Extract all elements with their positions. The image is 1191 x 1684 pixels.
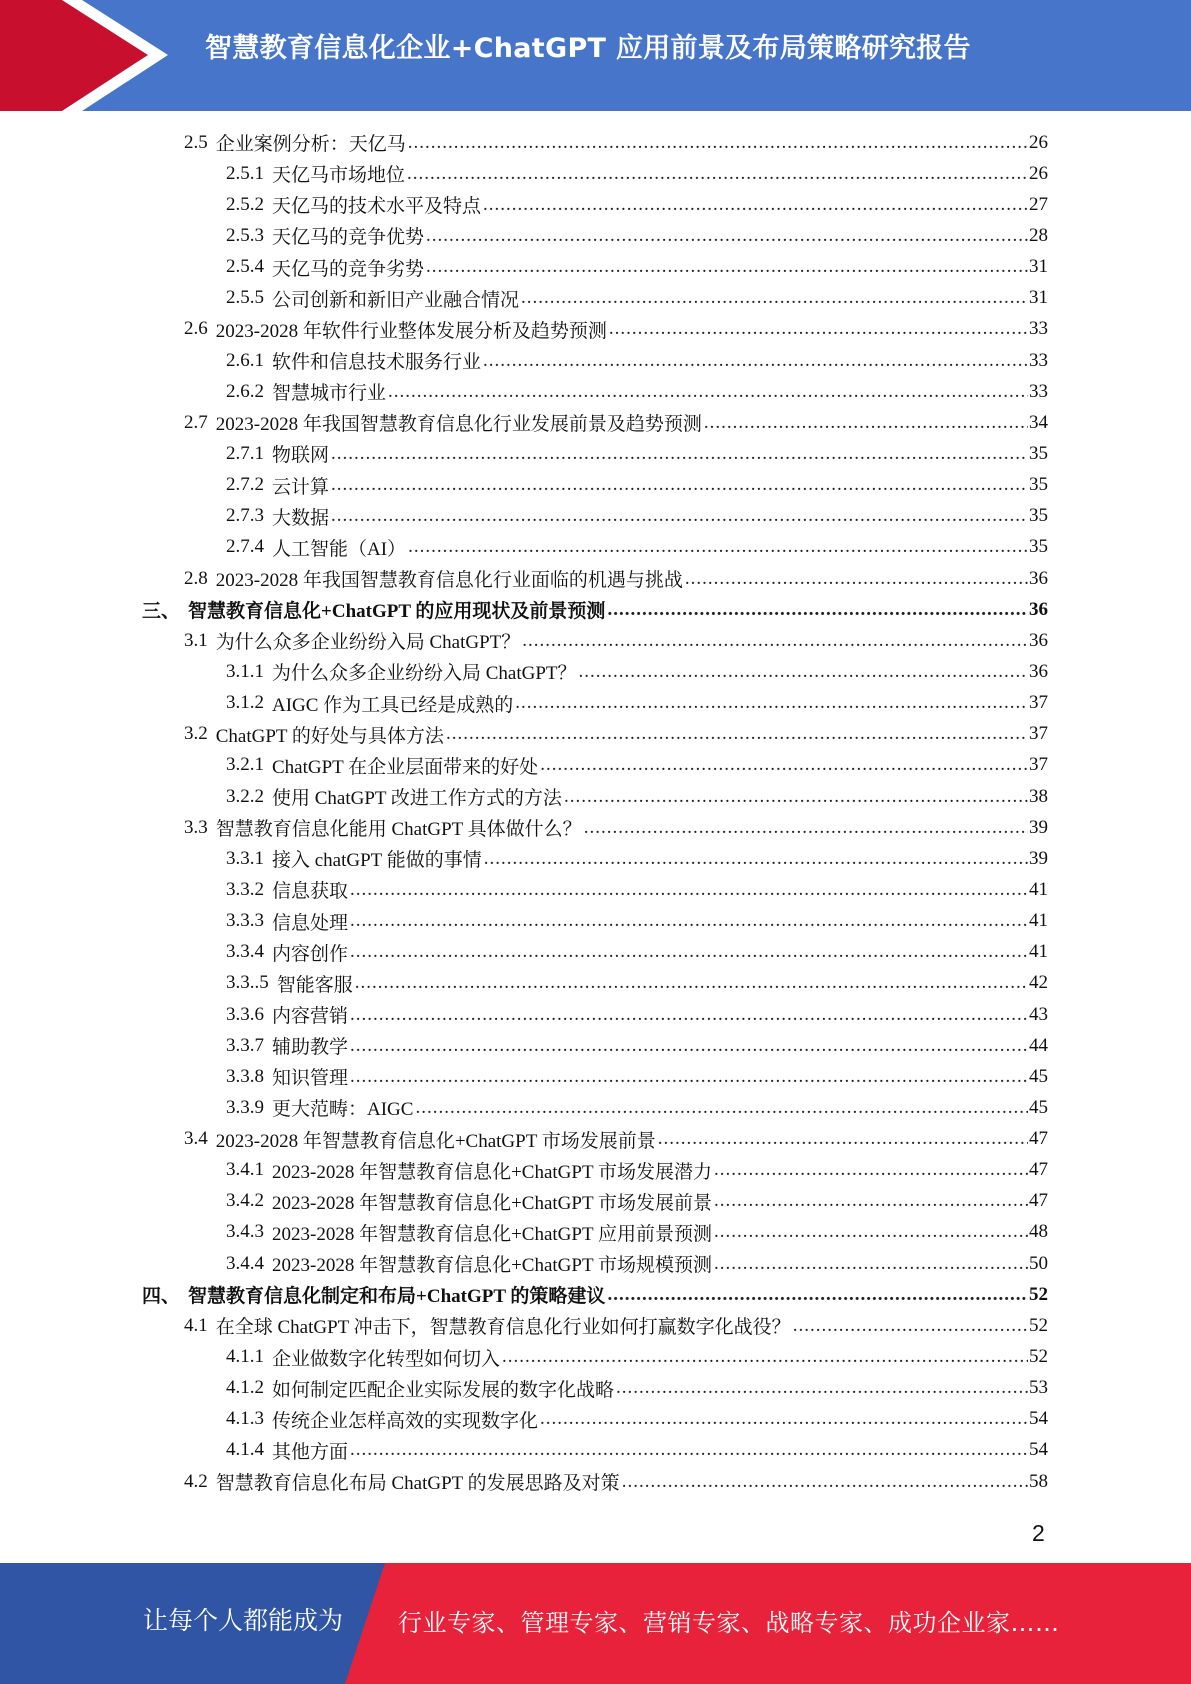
toc-entry-title: 企业做数字化转型如何切入 bbox=[272, 1348, 501, 1370]
toc-entry-number: 2.5.3 bbox=[226, 224, 264, 246]
toc-dot-leader bbox=[714, 1159, 1028, 1181]
toc-entry[interactable] bbox=[0, 407, 1191, 438]
toc-entry-number: 3.1.1 bbox=[226, 660, 264, 682]
toc-entry-page: 35 bbox=[1029, 536, 1048, 558]
toc-entry-title: 大数据 bbox=[272, 507, 330, 529]
toc-entry-page: 47 bbox=[1029, 1159, 1048, 1181]
toc-dot-leader bbox=[350, 1004, 1028, 1026]
toc-dot-leader bbox=[350, 879, 1028, 901]
toc-dot-leader bbox=[714, 1190, 1028, 1212]
toc-entry-title: 天亿马的技术水平及特点 bbox=[272, 196, 482, 218]
toc-entry-number: 3.2.1 bbox=[226, 754, 264, 776]
toc-dot-leader bbox=[446, 723, 1028, 745]
toc-entry-number: 2.7.2 bbox=[226, 474, 264, 496]
toc-entry-title: 使用 ChatGPT 改进工作方式的方法 bbox=[272, 788, 562, 810]
toc-entry-page: 31 bbox=[1029, 256, 1048, 278]
toc-entry-title: 内容营销 bbox=[272, 1006, 349, 1027]
toc-entry-number: 4.1.1 bbox=[226, 1346, 264, 1368]
toc-entry[interactable] bbox=[0, 719, 1191, 750]
toc-entry-title: 2023-2028 年我国智慧教育信息化行业发展前景及趋势预测 bbox=[215, 414, 702, 436]
footer-slogan-left: 让每个人都能成为 bbox=[143, 1606, 344, 1635]
toc-entry[interactable] bbox=[0, 1124, 1191, 1155]
toc-entry-page: 45 bbox=[1029, 1065, 1048, 1087]
toc-dot-leader bbox=[426, 256, 1028, 278]
toc-dot-leader bbox=[350, 1439, 1028, 1461]
toc-entry-title: 天亿马的竞争优势 bbox=[272, 227, 425, 249]
toc-entry-number: 2.5.1 bbox=[226, 162, 264, 184]
toc-entry-page: 47 bbox=[1029, 1128, 1048, 1150]
toc-entry-number: 3.3.4 bbox=[226, 941, 264, 963]
toc-entry-title: 智慧城市行业 bbox=[272, 383, 387, 405]
toc-entry-title: 接入 chatGPT 能做的事情 bbox=[272, 850, 482, 872]
toc-entry-title: 内容创作 bbox=[272, 943, 349, 965]
toc-entry-title: 公司创新和新旧产业融合情况 bbox=[272, 289, 520, 311]
toc-entry[interactable] bbox=[0, 438, 1191, 469]
toc-entry[interactable] bbox=[0, 470, 1191, 501]
toc-entry-title: 智能客服 bbox=[276, 974, 353, 996]
page-footer bbox=[0, 1563, 1191, 1684]
toc-dot-leader bbox=[388, 381, 1028, 403]
toc-entry-page: 52 bbox=[1029, 1314, 1048, 1336]
toc-dot-leader bbox=[331, 505, 1028, 527]
toc-entry[interactable] bbox=[0, 874, 1191, 905]
toc-entry-page: 35 bbox=[1029, 505, 1048, 527]
toc-entry-page: 41 bbox=[1029, 878, 1048, 900]
toc-dot-leader bbox=[355, 972, 1028, 994]
toc-entry-title: 2023-2028 年软件行业整体发展分析及趋势预测 bbox=[215, 320, 607, 342]
toc-entry-number: 2.7.1 bbox=[226, 442, 264, 464]
toc-entry-page: 47 bbox=[1029, 1190, 1048, 1212]
footer-slogan-right: 行业专家、管理专家、营销专家、战略专家、成功企业家…… bbox=[398, 1609, 1060, 1637]
toc-entry-title: 智慧教育信息化制定和布局+ChatGPT 的策略建议 bbox=[188, 1286, 606, 1308]
toc-dot-leader bbox=[564, 786, 1028, 808]
toc-dot-leader bbox=[714, 1221, 1028, 1243]
toc-entry[interactable] bbox=[0, 563, 1191, 594]
toc-entry-number: 2.5 bbox=[184, 131, 208, 153]
toc-entry[interactable] bbox=[0, 781, 1191, 812]
toc-entry-title: 云计算 bbox=[272, 476, 330, 498]
toc-entry[interactable] bbox=[0, 750, 1191, 781]
toc-entry[interactable] bbox=[0, 1092, 1191, 1123]
toc-entry-title: 2023-2028 年智慧教育信息化+ChatGPT 市场发展前景 bbox=[272, 1192, 712, 1214]
toc-dot-leader bbox=[350, 910, 1028, 932]
toc-entry-title: ChatGPT 的好处与具体方法 bbox=[215, 725, 444, 747]
toc-dot-leader bbox=[579, 661, 1028, 683]
toc-entry-number: 3.1.2 bbox=[226, 692, 264, 714]
toc-entry-title: 2023-2028 年我国智慧教育信息化行业面临的机遇与挑战 bbox=[215, 570, 683, 592]
toc-entry-title: 智慧教育信息化布局 ChatGPT 的发展思路及对策 bbox=[215, 1473, 620, 1495]
toc-dot-leader bbox=[483, 194, 1028, 216]
toc-entry[interactable] bbox=[0, 1373, 1191, 1404]
toc-entry-number: 2.7.4 bbox=[226, 536, 264, 558]
toc-entry-title: 2023-2028 年智慧教育信息化+ChatGPT 市场发展前景 bbox=[215, 1130, 656, 1152]
toc-entry[interactable] bbox=[0, 314, 1191, 345]
toc-entry-page: 26 bbox=[1029, 162, 1048, 184]
toc-entry-page: 27 bbox=[1029, 193, 1048, 215]
toc-entry-page: 37 bbox=[1029, 754, 1048, 776]
toc-entry-page: 44 bbox=[1029, 1034, 1048, 1056]
toc-entry-title: 物联网 bbox=[272, 445, 330, 467]
toc-dot-leader bbox=[350, 1066, 1028, 1088]
toc-entry[interactable] bbox=[0, 1404, 1191, 1435]
toc-entry[interactable] bbox=[0, 1217, 1191, 1248]
toc-entry-page: 36 bbox=[1029, 567, 1048, 589]
toc-dot-leader bbox=[426, 225, 1028, 247]
toc-entry[interactable] bbox=[0, 1061, 1191, 1092]
report-title: 智慧教育信息化企业+ChatGPT 应用前景及布局策略研究报告 bbox=[205, 33, 971, 64]
toc-dot-leader bbox=[584, 817, 1028, 839]
toc-entry-number: 3.3.7 bbox=[226, 1034, 264, 1056]
toc-entry-page: 39 bbox=[1029, 847, 1048, 869]
toc-dot-leader bbox=[408, 536, 1028, 558]
page-number: 2 bbox=[1032, 1520, 1045, 1546]
toc-entry-number: 3.2 bbox=[184, 723, 208, 745]
toc-entry-number: 2.6.2 bbox=[226, 380, 264, 402]
toc-entry-number: 4.1.2 bbox=[226, 1377, 264, 1399]
toc-entry-title: 企业案例分析：天亿马 bbox=[215, 134, 406, 156]
toc-entry-number: 2.6.1 bbox=[226, 349, 264, 371]
toc-entry[interactable] bbox=[0, 937, 1191, 968]
toc-entry-number: 3.3..5 bbox=[226, 972, 269, 994]
toc-entry-page: 35 bbox=[1029, 474, 1048, 496]
toc-entry-title: 信息获取 bbox=[272, 881, 349, 903]
toc-entry[interactable] bbox=[0, 283, 1191, 314]
toc-dot-leader bbox=[483, 350, 1028, 372]
toc-entry-number: 四、 bbox=[142, 1286, 181, 1308]
toc-entry-number: 2.6 bbox=[184, 318, 208, 340]
toc-entry[interactable] bbox=[0, 999, 1191, 1030]
toc-dot-leader bbox=[407, 163, 1028, 185]
toc-entry-number: 2.7 bbox=[184, 411, 208, 433]
toc-entry-title: 智慧教育信息化能用 ChatGPT 具体做什么？ bbox=[215, 819, 582, 841]
toc-entry[interactable] bbox=[0, 376, 1191, 407]
toc-entry-title: 2023-2028 年智慧教育信息化+ChatGPT 应用前景预测 bbox=[272, 1223, 712, 1245]
toc-entry-page: 39 bbox=[1029, 816, 1048, 838]
toc-entry-title: 知识管理 bbox=[272, 1068, 349, 1090]
toc-entry-number: 3.4.2 bbox=[226, 1190, 264, 1212]
toc-entry-number: 3.3.3 bbox=[226, 910, 264, 932]
toc-entry-page: 58 bbox=[1029, 1470, 1048, 1492]
toc-entry-title: ChatGPT 在企业层面带来的好处 bbox=[272, 756, 539, 778]
toc-dot-leader bbox=[540, 754, 1028, 776]
toc-entry-title: AIGC 作为工具已经是成熟的 bbox=[272, 694, 514, 716]
toc-entry-title: 信息处理 bbox=[272, 912, 349, 934]
toc-dot-leader bbox=[415, 1097, 1028, 1119]
toc-entry-number: 4.1.3 bbox=[226, 1408, 264, 1430]
toc-entry[interactable] bbox=[0, 1155, 1191, 1186]
table-of-contents bbox=[0, 127, 1191, 1497]
toc-entry[interactable] bbox=[0, 625, 1191, 656]
toc-entry[interactable] bbox=[0, 1030, 1191, 1061]
toc-entry[interactable] bbox=[0, 189, 1191, 220]
toc-dot-leader bbox=[616, 1377, 1028, 1399]
toc-entry-page: 41 bbox=[1029, 910, 1048, 932]
toc-entry-page: 38 bbox=[1029, 785, 1048, 807]
toc-entry-title: 智慧教育信息化+ChatGPT 的应用现状及前景预测 bbox=[188, 601, 606, 623]
toc-entry-title: 人工智能（AI） bbox=[272, 538, 407, 560]
toc-entry[interactable] bbox=[0, 968, 1191, 999]
toc-entry-title: 在全球 ChatGPT 冲击下，智慧教育信息化行业如何打赢数字化战役？ bbox=[215, 1317, 791, 1339]
toc-entry-number: 3.3 bbox=[184, 816, 208, 838]
toc-entry[interactable] bbox=[0, 532, 1191, 563]
toc-dot-leader bbox=[521, 287, 1028, 309]
toc-entry-number: 2.7.3 bbox=[226, 505, 264, 527]
toc-entry[interactable] bbox=[0, 127, 1191, 158]
toc-dot-leader bbox=[714, 1253, 1028, 1275]
toc-entry[interactable] bbox=[0, 906, 1191, 937]
toc-entry-number: 3.4.4 bbox=[226, 1252, 264, 1274]
toc-entry-title: 传统企业怎样高效的实现数字化 bbox=[272, 1410, 539, 1432]
toc-entry-page: 53 bbox=[1029, 1377, 1048, 1399]
toc-entry[interactable] bbox=[0, 812, 1191, 843]
toc-dot-leader bbox=[331, 474, 1028, 496]
toc-entry[interactable] bbox=[0, 688, 1191, 719]
toc-entry-page: 33 bbox=[1029, 349, 1048, 371]
toc-entry-page: 34 bbox=[1029, 411, 1048, 433]
toc-entry[interactable] bbox=[0, 158, 1191, 189]
toc-entry-number: 3.3.8 bbox=[226, 1065, 264, 1087]
toc-entry[interactable] bbox=[0, 1466, 1191, 1497]
toc-entry-page: 54 bbox=[1029, 1408, 1048, 1430]
toc-entry[interactable] bbox=[0, 1186, 1191, 1217]
toc-entry-page: 36 bbox=[1029, 598, 1048, 620]
toc-entry-number: 3.4 bbox=[184, 1128, 208, 1150]
toc-entry-page: 37 bbox=[1029, 723, 1048, 745]
toc-entry-title: 天亿马的竞争劣势 bbox=[272, 258, 425, 280]
toc-entry[interactable] bbox=[0, 1310, 1191, 1341]
toc-entry-title: 更大范畴：AIGC bbox=[272, 1099, 414, 1121]
toc-dot-leader bbox=[350, 1035, 1028, 1057]
toc-entry-title: 如何制定匹配企业实际发展的数字化战略 bbox=[272, 1379, 615, 1401]
toc-dot-leader bbox=[704, 412, 1028, 434]
toc-entry-number: 2.5.2 bbox=[226, 193, 264, 215]
toc-entry-number: 4.1.4 bbox=[226, 1439, 264, 1461]
toc-dot-leader bbox=[515, 692, 1028, 714]
toc-entry-number: 2.5.4 bbox=[226, 256, 264, 278]
toc-dot-leader bbox=[607, 599, 1028, 621]
toc-entry-page: 41 bbox=[1029, 941, 1048, 963]
toc-entry-title: 软件和信息技术服务行业 bbox=[272, 352, 482, 374]
toc-entry-page: 28 bbox=[1029, 224, 1048, 246]
toc-entry-number: 4.2 bbox=[184, 1470, 208, 1492]
toc-entry-page: 35 bbox=[1029, 442, 1048, 464]
toc-dot-leader bbox=[484, 848, 1028, 870]
toc-entry-page: 45 bbox=[1029, 1096, 1048, 1118]
toc-dot-leader bbox=[540, 1408, 1028, 1430]
toc-dot-leader bbox=[793, 1315, 1028, 1337]
toc-entry-title: 辅助教学 bbox=[272, 1037, 349, 1059]
toc-entry-number: 三、 bbox=[142, 601, 181, 623]
toc-entry[interactable] bbox=[0, 1341, 1191, 1372]
toc-entry-title: 2023-2028 年智慧教育信息化+ChatGPT 市场规模预测 bbox=[272, 1255, 712, 1277]
toc-entry[interactable] bbox=[0, 1279, 1191, 1310]
toc-entry-title: 为什么众多企业纷纷入局 ChatGPT？ bbox=[215, 632, 521, 654]
toc-entry-number: 3.3.9 bbox=[226, 1096, 264, 1118]
toc-entry-title: 2023-2028 年智慧教育信息化+ChatGPT 市场发展潜力 bbox=[272, 1161, 712, 1183]
toc-entry[interactable] bbox=[0, 656, 1191, 687]
toc-entry[interactable] bbox=[0, 1435, 1191, 1466]
toc-entry-page: 33 bbox=[1029, 318, 1048, 340]
toc-entry-page: 48 bbox=[1029, 1221, 1048, 1243]
toc-entry-page: 36 bbox=[1029, 660, 1048, 682]
toc-entry[interactable] bbox=[0, 501, 1191, 532]
toc-entry-page: 31 bbox=[1029, 287, 1048, 309]
toc-entry-number: 3.4.1 bbox=[226, 1159, 264, 1181]
toc-dot-leader bbox=[685, 568, 1028, 590]
toc-dot-leader bbox=[331, 443, 1028, 465]
toc-dot-leader bbox=[408, 132, 1028, 154]
toc-entry-number: 3.2.2 bbox=[226, 785, 264, 807]
page-header bbox=[0, 0, 1191, 111]
toc-entry-page: 50 bbox=[1029, 1252, 1048, 1274]
toc-entry[interactable] bbox=[0, 843, 1191, 874]
toc-dot-leader bbox=[658, 1128, 1028, 1150]
toc-entry-number: 2.5.5 bbox=[226, 287, 264, 309]
toc-entry-title: 天亿马市场地位 bbox=[272, 165, 406, 187]
toc-dot-leader bbox=[609, 318, 1028, 340]
toc-entry[interactable] bbox=[0, 220, 1191, 251]
toc-entry-title: 为什么众多企业纷纷入局 ChatGPT？ bbox=[272, 663, 577, 685]
toc-entry-page: 52 bbox=[1029, 1283, 1048, 1305]
toc-entry-number: 3.4.3 bbox=[226, 1221, 264, 1243]
toc-dot-leader bbox=[522, 630, 1028, 652]
toc-entry[interactable] bbox=[0, 345, 1191, 376]
toc-dot-leader bbox=[622, 1471, 1028, 1493]
toc-entry-page: 33 bbox=[1029, 380, 1048, 402]
toc-entry[interactable] bbox=[0, 252, 1191, 283]
toc-entry-number: 3.3.1 bbox=[226, 847, 264, 869]
toc-entry-number: 3.3.6 bbox=[226, 1003, 264, 1025]
toc-entry-page: 43 bbox=[1029, 1003, 1048, 1025]
toc-entry-page: 42 bbox=[1029, 972, 1048, 994]
toc-entry-page: 54 bbox=[1029, 1439, 1048, 1461]
toc-entry-number: 4.1 bbox=[184, 1314, 208, 1336]
toc-entry[interactable] bbox=[0, 594, 1191, 625]
toc-entry[interactable] bbox=[0, 1248, 1191, 1279]
toc-dot-leader bbox=[502, 1346, 1028, 1368]
toc-entry-page: 37 bbox=[1029, 692, 1048, 714]
toc-entry-number: 3.1 bbox=[184, 629, 208, 651]
toc-dot-leader bbox=[607, 1284, 1028, 1306]
toc-entry-page: 26 bbox=[1029, 131, 1048, 153]
toc-dot-leader bbox=[350, 941, 1028, 963]
toc-entry-number: 2.8 bbox=[184, 567, 208, 589]
toc-entry-number: 3.3.2 bbox=[226, 878, 264, 900]
toc-entry-page: 36 bbox=[1029, 629, 1048, 651]
toc-entry-title: 其他方面 bbox=[272, 1441, 349, 1463]
toc-entry-page: 52 bbox=[1029, 1346, 1048, 1368]
